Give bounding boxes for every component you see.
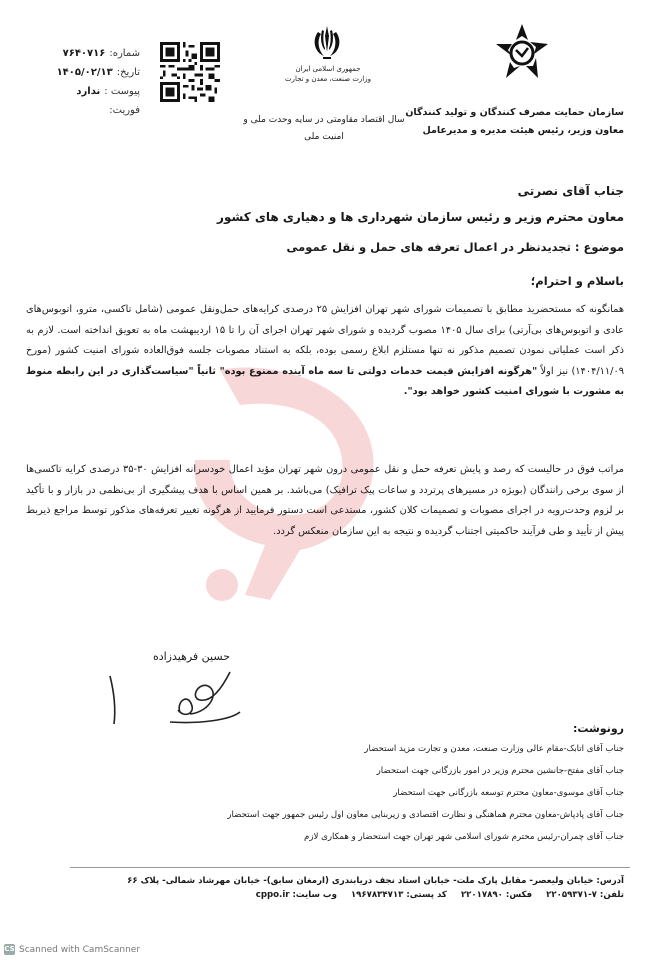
letter-subject: موضوع : تجدیدنظر در اعمال تعرفه های حمل و نقل عمومی	[286, 240, 624, 254]
letter-meta	[40, 44, 140, 120]
cc-item: جناب آقای چمران-رئیس محترم شورای اسلامی شهر تهران جهت استحضار و همکاری لازم	[304, 832, 624, 842]
handwritten-signature	[80, 662, 260, 732]
body-paragraph-1: همانگونه که مستحضرید مطابق با تصمیمات شورای شهر تهران افزایش ۲۵ درصدی کرایه‌های حمل‌ونقل عمومی (شامل تاکسی، مترو، اتوبوس‌های عادی و اتوبوس‌های بی‌آرتی) برای سال ۱۴۰۵ مصوب گردیده و شورای شهر تهران اجرای آن را تا ۱۵ اردیبهشت ماه به تعویق انداخته است. لازم به ذکر است عملیاتی نمودن تصمیم مذکور نه تنها مستلزم ابلاغ رسمی بوده، بلکه به استناد مصوبات جلسه فوق‌العاده شورای امنیت کشور (مورخ ۱۴۰۴/۱۱/۰۹) نیز اولاً "هرگونه افزایش قیمت خدمات دولتی تا سه ماه آینده ممنوع بوده" ثانیاً "سیاست‌گذاری در این رابطه منوط به مشورت با شورای امنیت کشور خواهد بود".	[26, 304, 624, 397]
footer-divider	[70, 867, 630, 868]
organization-logo-icon	[490, 20, 554, 84]
meta-urgency: فوریت:	[109, 105, 140, 116]
signatory-name: حسین فرهیدزاده	[152, 650, 230, 663]
footer-postal: کد پستی: ۱۹۶۷۸۳۴۷۱۳	[350, 890, 447, 900]
scanner-watermark: CS Scanned with CamScanner	[4, 944, 141, 955]
year-motto: سال اقتصاد مقاومتی در سایه وحدت ملی و امنیت ملی	[243, 115, 405, 142]
footer-website: وب سایت: cppo.ir	[255, 890, 337, 900]
qr-code-icon	[160, 42, 220, 102]
camscanner-icon: CS	[4, 945, 15, 953]
recipient	[64, 178, 624, 230]
recipient-name: جناب آقای نصرتی	[517, 184, 624, 198]
organization-title: سازمان حمایت مصرف کنندگان و تولید کنندگان معاون وزیر، رئیس هیئت مدیره و مدیرعامل	[405, 107, 624, 136]
meta-date: تاریخ: ۱۴۰۵/۰۲/۱۳	[56, 67, 140, 78]
cc-item: جناب آقای موسوی-معاون محترم توسعه بازرگانی جهت استحضار	[393, 788, 624, 798]
greeting: باسلام و احترام؛	[530, 274, 624, 288]
meta-number: شماره: ۷۶۴۰۷۱۶	[62, 48, 140, 59]
footer	[44, 874, 624, 902]
ministry-title: جمهوری اسلامی ایران وزارت صنعت، معدن و تجارت	[284, 65, 372, 83]
meta-attachment: پیوست : ندارد	[76, 86, 140, 97]
footer-fax: فکس: ۲۲۰۱۷۸۹۰	[460, 890, 533, 900]
cc-list	[24, 738, 624, 848]
website-link[interactable]: cppo.ir	[255, 890, 290, 900]
footer-phone: تلفن: ۷-۲۲۰۵۹۳۷۱	[546, 890, 624, 900]
cc-title: رونوشت:	[572, 722, 624, 735]
iran-emblem-icon	[302, 22, 352, 64]
cc-item: جناب آقای اتابک-مقام عالی وزارت صنعت، معدن و تجارت مزید استحضار	[364, 744, 624, 754]
footer-address: آدرس: خیابان ولیعصر- مقابل پارک ملت- خیابان استاد نجف دریابندری (ارمغان سابق)- خیابان مهرشاد شمالی- پلاک ۶۶	[127, 876, 624, 886]
cc-item: جناب آقای پادپاش-معاون محترم هماهنگی و نظارت اقتصادی و زیربنایی معاون اول رئیس جمهور جهت استحضار	[227, 810, 624, 820]
cc-item: جناب آقای مفتح-جانشین محترم وزیر در امور بازرگانی جهت استحضار	[376, 766, 624, 776]
footer-contacts	[44, 888, 624, 902]
body-paragraph-2: مراتب فوق در حالیست که رصد و پایش تعرفه حمل و نقل عمومی درون شهر تهران مؤید اعمال خودسرانه افزایش ۳۰-۳۵ درصدی کرایه تاکسی‌ها از سوی برخی رانندگان (بویژه در مسیرهای پرتردد و ساعات پیک ترافیک) می‌باشد. بر همین اساس با هدف پیشگیری از بی‌نظمی در بازار و با تأکید بر لزوم وحدت‌رویه در اجرای مصوبات و تصمیمات کلان کشور، مستدعی است دستور فرمایید از هرگونه تغییر تعرفه‌های مذکور توسط مراجع ذیربط پیش از تأیید و طی فرآیند حاکمیتی اجتناب گردیده و نتیجه به این سازمان منعکس گردد.	[26, 464, 624, 537]
recipient-title: معاون محترم وزیر و رئیس سازمان شهرداری ها و دهیاری های کشور	[217, 210, 624, 224]
